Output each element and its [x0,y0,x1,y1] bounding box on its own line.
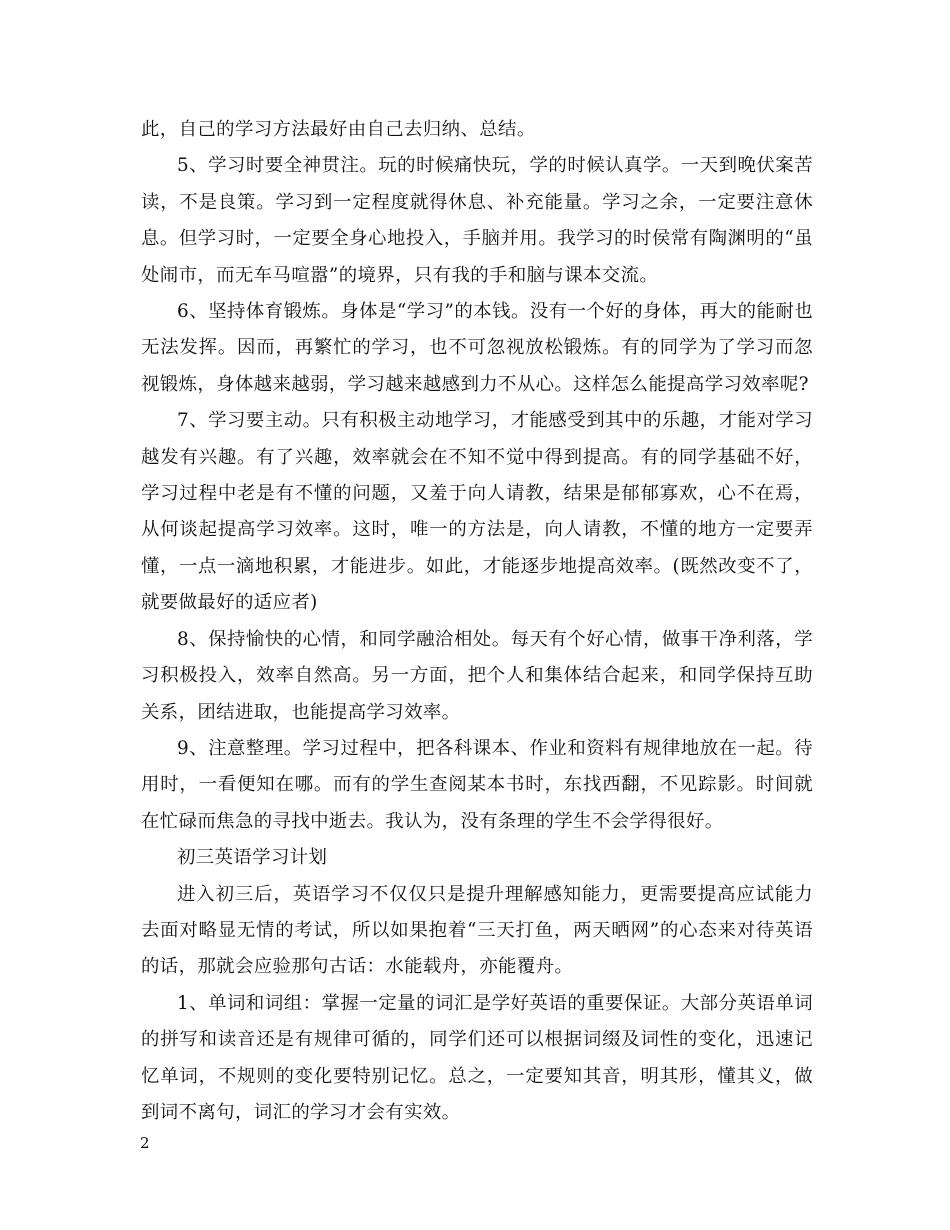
paragraph-point-8: 8、保持愉快的心情，和同学融洽相处。每天有个好心情，做事干净利落，学习积极投入，效率自然高。另一方面，把个人和集体结合起来，和同学保持互助关系，团结进取，也能提高学习效率。 [141,628,813,723]
paragraph-continuation: 此，自己的学习方法最好由自己去归纳、总结。 [141,119,536,140]
paragraph-point-6: 6、坚持体育锻炼。身体是“学习”的本钱。没有一个好的身体，再大的能耐也无法发挥。因而，再繁忙的学习，也不可忽视放松锻炼。有的同学为了学习而忽视锻炼，身体越来越弱，学习越来越感到力不从心。这样怎么能提高学习效率呢? [141,301,813,395]
paragraph-point-5: 5、学习时要全神贯注。玩的时候痛快玩，学的时候认真学。一天到晚伏案苦读，不是良策。学习到一定程度就得休息、补充能量。学习之余，一定要注意休息。但学习时，一定要全身心地投入，手脑并用。我学习的时侯常有陶渊明的“虽处闹市，而无车马喧嚣”的境界，只有我的手和脑与课本交流。 [141,155,813,286]
document-body [141,112,813,1131]
paragraph-intro: 进入初三后，英语学习不仅仅只是提升理解感知能力，更需要提高应试能力去面对略显无情的考试，所以如果抱着“三天打鱼，两天晒网”的心态来对待英语的话，那就会应验那句古话：水能载舟，亦能覆舟。 [141,883,813,978]
paragraph-words-phrases: 1、单词和词组：掌握一定量的词汇是学好英语的重要保证。大部分英语单词的拼写和读音还是有规律可循的，同学们还可以根据词缀及词性的变化，迅速记忆单词，不规则的变化要特别记忆。总之，一定要知其音，明其形，懂其义，做到词不离句，词汇的学习才会有实效。 [141,992,813,1123]
page-number: 2 [140,1134,150,1152]
paragraph-point-9: 9、注意整理。学习过程中，把各科课本、作业和资料有规律地放在一起。待用时，一看便知在哪。而有的学生查阅某本书时，东找西翻，不见踪影。时间就在忙碌而焦急的寻找中逝去。我认为，没有条理的学生不会学得很好。 [141,737,813,832]
paragraph-point-7: 7、学习要主动。只有积极主动地学习，才能感受到其中的乐趣，才能对学习越发有兴趣。有了兴趣，效率就会在不知不觉中得到提高。有的同学基础不好，学习过程中老是有不懂的问题，又羞于向人请教，结果是郁郁寡欢，心不在焉，从何谈起提高学习效率。这时，唯一的方法是，向人请教，不懂的地方一定要弄懂，一点一滴地积累，才能进步。如此，才能逐步地提高效率。(既然改变不了，就要做最好的适应者) [141,410,813,614]
section-heading: 初三英语学习计划 [177,847,328,869]
